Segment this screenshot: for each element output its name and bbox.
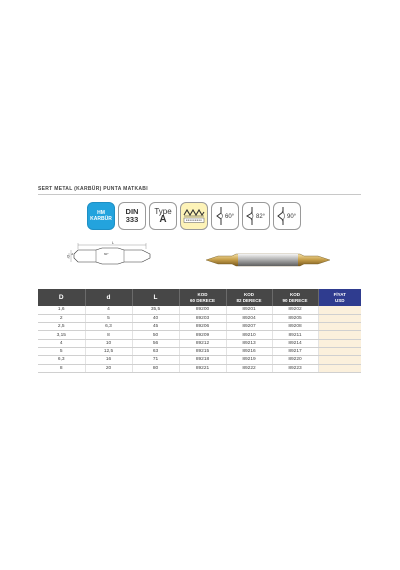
cell-kod-60: 89206 xyxy=(179,323,226,331)
header-kod-60: KOD 60 DERECE xyxy=(179,289,226,306)
angle-60-icon xyxy=(211,202,239,230)
cell-D: 1,6 xyxy=(38,306,85,314)
cell-kod-60: 89209 xyxy=(179,331,226,339)
cell-kod-90: 89214 xyxy=(272,339,318,347)
angle-90-label: 90° xyxy=(287,214,297,220)
angle-label: 60° xyxy=(104,252,109,256)
angle-82-icon xyxy=(242,202,270,230)
cell-d: 12,5 xyxy=(85,347,132,355)
cell-d: 4 xyxy=(85,306,132,314)
table-row xyxy=(38,331,361,339)
table-row xyxy=(38,314,361,322)
header-D: D xyxy=(38,289,85,306)
din-badge xyxy=(118,202,146,230)
cell-kod-60: 89200 xyxy=(179,306,226,314)
table-row xyxy=(38,364,361,372)
cell-d: 16 xyxy=(85,356,132,364)
angle-90-icon xyxy=(273,202,301,230)
cell-D: 8 xyxy=(38,364,85,372)
cell-kod-90: 89208 xyxy=(272,323,318,331)
cell-kod-82: 89201 xyxy=(226,306,272,314)
dim-d-small-label: d xyxy=(71,252,74,256)
angle-82-label: 82° xyxy=(256,214,266,220)
dim-l-label: L xyxy=(112,241,114,245)
product-table xyxy=(38,289,361,373)
cell-L: 45 xyxy=(132,323,179,331)
cell-kod-82: 89219 xyxy=(226,356,272,364)
cell-kod-82: 89210 xyxy=(226,331,272,339)
hm-carbide-badge xyxy=(87,202,115,230)
standard-icon xyxy=(180,202,208,230)
header-L: L xyxy=(132,289,179,306)
cell-d: 5 xyxy=(85,314,132,322)
cell-kod-82: 89207 xyxy=(226,323,272,331)
cell-price xyxy=(318,356,361,364)
cell-kod-82: 89216 xyxy=(226,347,272,355)
type-label: Type xyxy=(154,207,172,216)
feature-icons xyxy=(87,202,301,230)
cell-D: 2 xyxy=(38,314,85,322)
table-row xyxy=(38,323,361,331)
cell-L: 63 xyxy=(132,347,179,355)
cell-kod-90: 89202 xyxy=(272,306,318,314)
cell-L: 71 xyxy=(132,356,179,364)
cell-kod-60: 89212 xyxy=(179,339,226,347)
header-price: FİYAT USD xyxy=(318,289,361,306)
cell-price xyxy=(318,339,361,347)
title-divider xyxy=(38,194,361,195)
cell-L: 50 xyxy=(132,331,179,339)
cell-d: 20 xyxy=(85,364,132,372)
cell-D: 2,5 xyxy=(38,323,85,331)
cell-kod-60: 89221 xyxy=(179,364,226,372)
cell-kod-90: 89220 xyxy=(272,356,318,364)
table-row xyxy=(38,356,361,364)
page-title: SERT METAL (KARBÜR) PUNTA MATKABI xyxy=(38,186,148,192)
type-badge xyxy=(149,202,177,230)
cell-kod-90: 89211 xyxy=(272,331,318,339)
cell-D: 6,3 xyxy=(38,356,85,364)
cell-price xyxy=(318,347,361,355)
cell-D: 4 xyxy=(38,339,85,347)
cell-price xyxy=(318,306,361,314)
table-header-row xyxy=(38,289,361,306)
cell-kod-82: 89204 xyxy=(226,314,272,322)
cell-kod-60: 89218 xyxy=(179,356,226,364)
cell-d: 6,3 xyxy=(85,323,132,331)
cell-kod-60: 89215 xyxy=(179,347,226,355)
table-row xyxy=(38,347,361,355)
technical-drawing xyxy=(66,240,158,272)
cell-L: 35,5 xyxy=(132,306,179,314)
cell-kod-90: 89217 xyxy=(272,347,318,355)
cell-L: 80 xyxy=(132,364,179,372)
cell-kod-60: 89203 xyxy=(179,314,226,322)
cell-price xyxy=(318,331,361,339)
table-row xyxy=(38,306,361,314)
din-number: 333 xyxy=(125,215,139,224)
cell-d: 8 xyxy=(85,331,132,339)
cell-price xyxy=(318,323,361,331)
carbide-label: KARBÜR xyxy=(90,216,112,222)
standard-thread-icon xyxy=(182,205,206,227)
cell-price xyxy=(318,364,361,372)
dim-d-label: D xyxy=(67,254,70,259)
product-image xyxy=(204,248,332,272)
cell-kod-90: 89223 xyxy=(272,364,318,372)
cell-kod-82: 89222 xyxy=(226,364,272,372)
cell-D: 3,15 xyxy=(38,331,85,339)
type-value: A xyxy=(159,214,167,225)
header-d: d xyxy=(85,289,132,306)
cell-D: 5 xyxy=(38,347,85,355)
header-kod-82: KOD 82 DERECE xyxy=(226,289,272,306)
din-label: DIN xyxy=(125,207,139,216)
cell-kod-82: 89213 xyxy=(226,339,272,347)
cell-kod-90: 89205 xyxy=(272,314,318,322)
angle-60-label: 60° xyxy=(225,214,235,220)
header-kod-90: KOD 90 DERECE xyxy=(272,289,318,306)
cell-d: 10 xyxy=(85,339,132,347)
cell-L: 56 xyxy=(132,339,179,347)
cell-L: 40 xyxy=(132,314,179,322)
hm-label: HM xyxy=(97,210,105,216)
table-row xyxy=(38,339,361,347)
cell-price xyxy=(318,314,361,322)
